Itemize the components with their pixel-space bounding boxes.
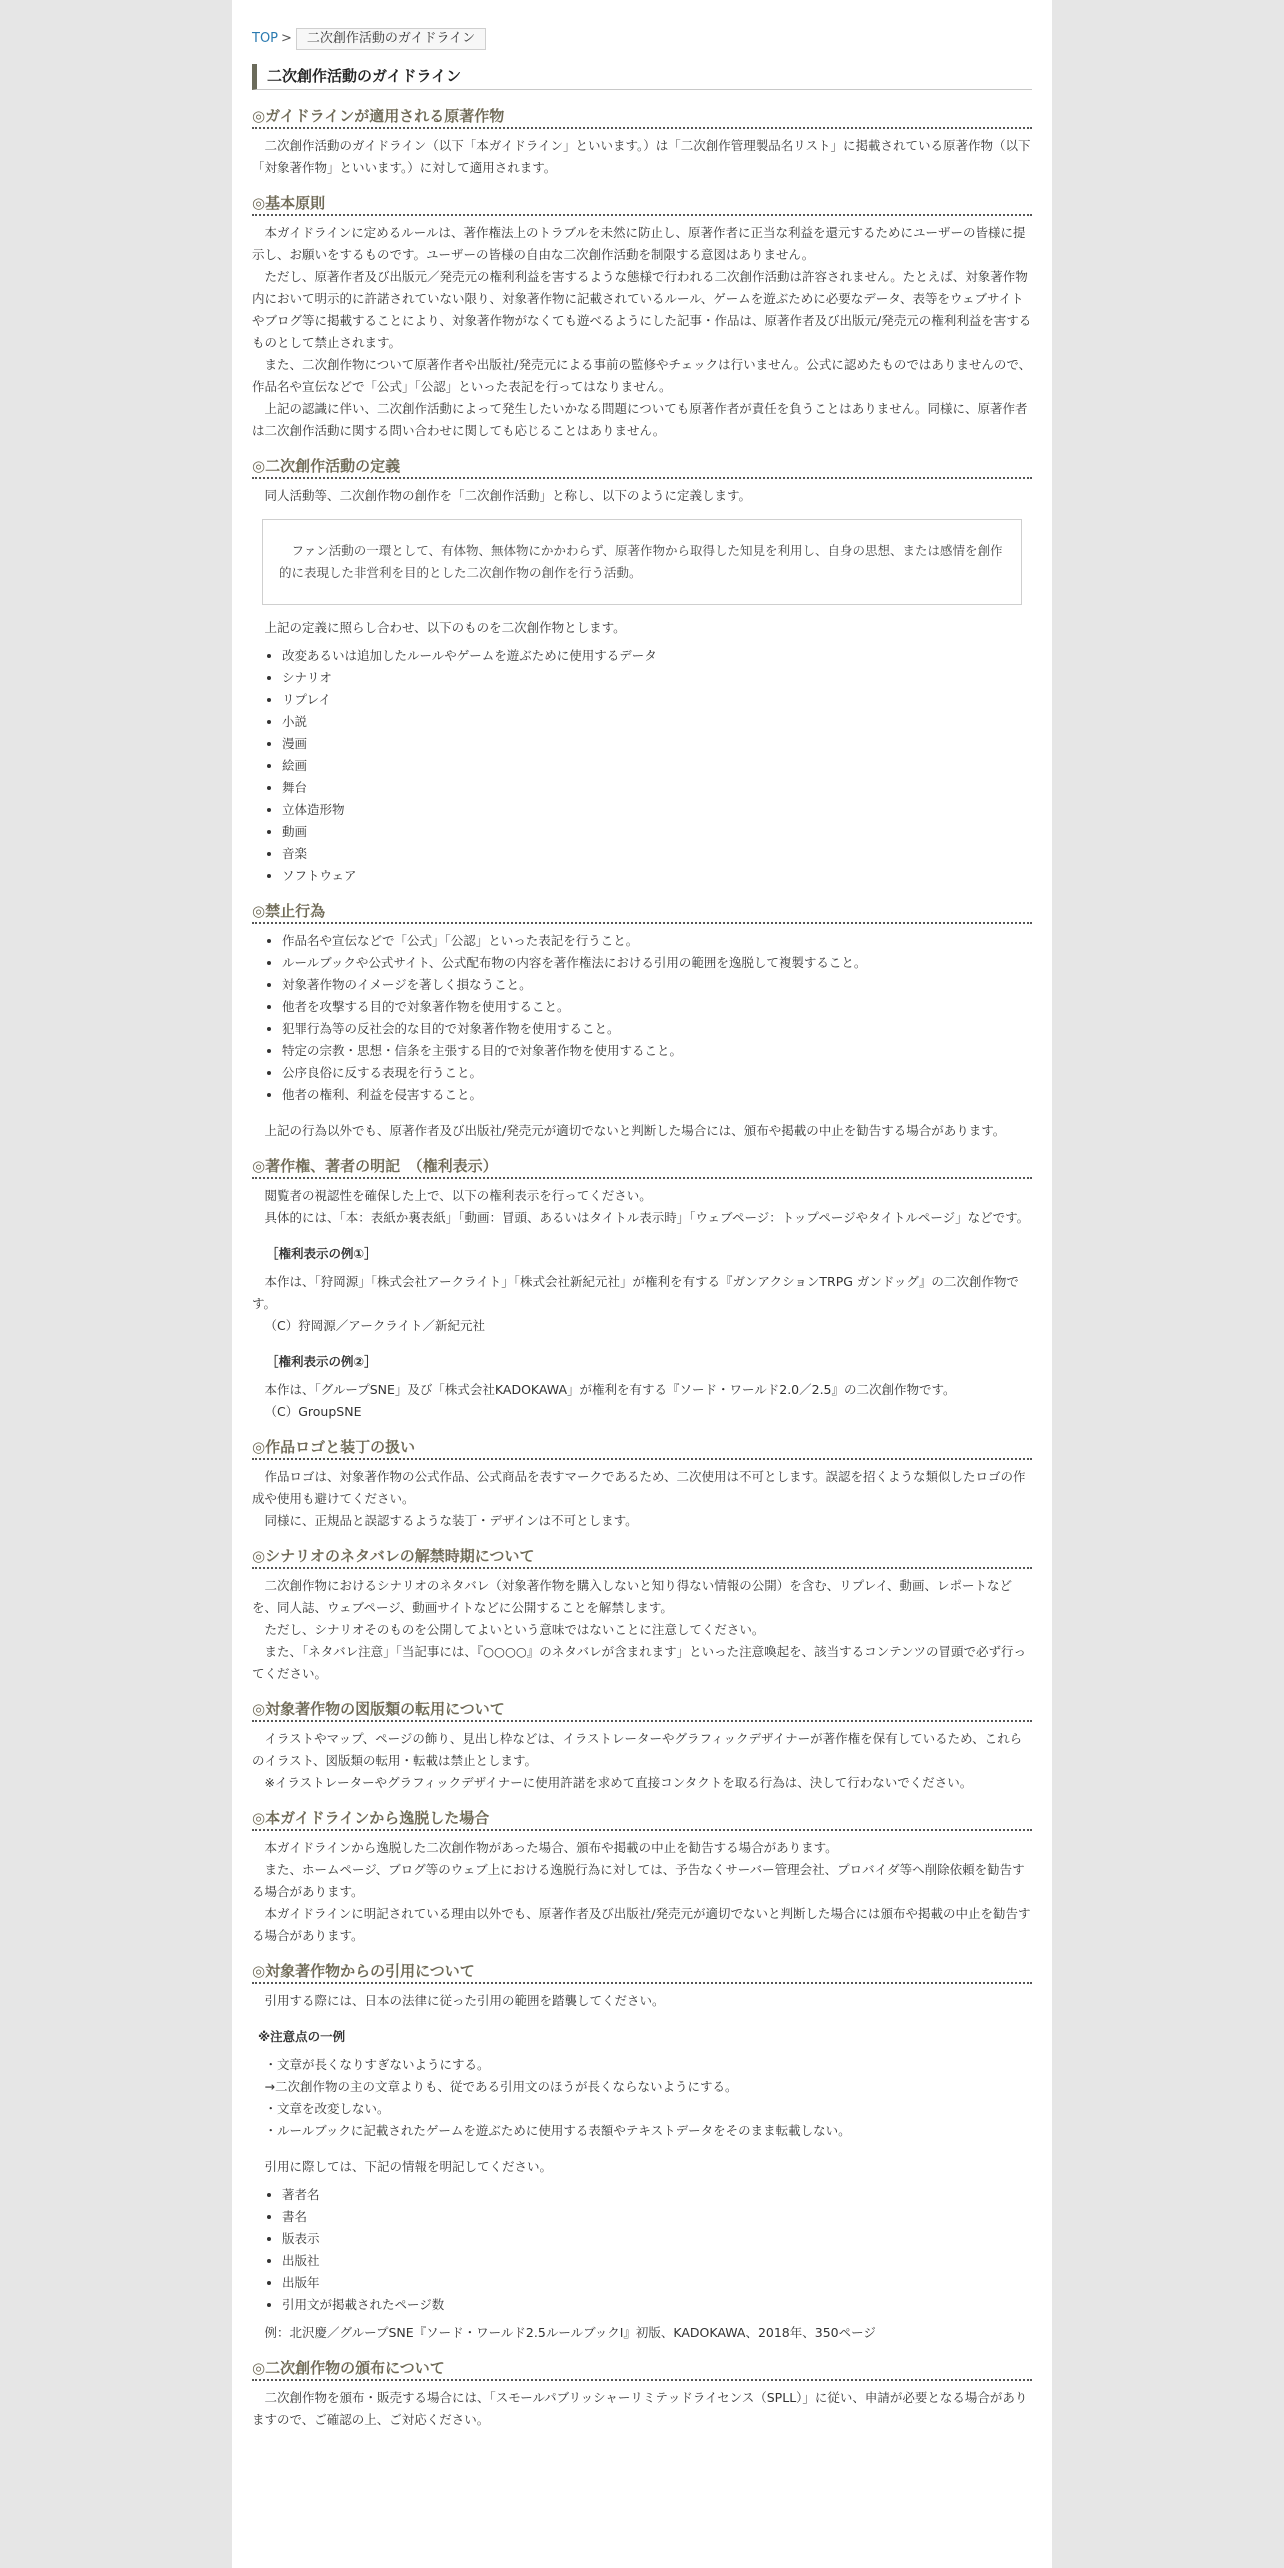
- list-item: • 動画: [282, 821, 1032, 843]
- breadcrumb-top-link[interactable]: TOP: [252, 31, 279, 46]
- section-title-logo-binding: ◎作品ロゴと装丁の扱い: [252, 1437, 1032, 1460]
- spacer: [252, 2142, 1032, 2156]
- paragraph: （C）GroupSNE: [264, 1404, 362, 1419]
- paragraph: 二次創作物におけるシナリオのネタバレ（対象著作物を購入しないと知り得ない情報の公開）を含む、リプレイ、動画、レポートなどを、同人誌、ウェブページ、動画サイトなどに公開することを解禁します。: [252, 1578, 1013, 1615]
- section-title-illustrations: ◎対象著作物の図版類の転用について: [252, 1699, 1032, 1722]
- list-item: • リプレイ: [282, 689, 1032, 711]
- paragraph: 本作は、「狩岡源」「株式会社アークライト」「株式会社新紀元社」が権利を有する『ガンアクションTRPG ガンドッグ』の二次創作物です。: [252, 1274, 1019, 1311]
- breadcrumb-separator: >: [281, 31, 292, 46]
- list-item: • 著者名: [282, 2184, 1032, 2206]
- paragraph: （C）狩岡源／アークライト／新紀元社: [264, 1318, 485, 1333]
- paragraph: 上記の定義に照らし合わせ、以下のものを二次創作物とします。: [264, 620, 626, 635]
- section-title-distribution: ◎二次創作物の頒布について: [252, 2358, 1032, 2381]
- content-page: [232, 0, 1052, 2568]
- paragraph: 上記の行為以外でも、原著作者及び出版社/発売元が適切でないと判断した場合には、頒布や掲載の中止を勧告する場合があります。: [264, 1123, 1006, 1138]
- breadcrumb-current: 二次創作活動のガイドライン: [296, 28, 486, 50]
- paragraph: 作品ロゴは、対象著作物の公式作品、公式商品を表すマークであるため、二次使用は不可とします。誤認を招くような類似したロゴの作成や使用も避けてください。: [252, 1469, 1026, 1506]
- list-item: • 他者を攻撃する目的で対象著作物を使用すること。: [282, 996, 1032, 1018]
- paragraph: 閲覧者の視認性を確保した上で、以下の権利表示を行ってください。: [264, 1188, 652, 1203]
- prohibited-acts-list: [252, 930, 1032, 1106]
- section-title-definition: ◎二次創作活動の定義: [252, 456, 1032, 479]
- paragraph: ただし、シナリオそのものを公開してよいという意味ではないことに注意してください。: [264, 1622, 765, 1637]
- citation-info-list: [252, 2184, 1032, 2316]
- derivative-works-list: [252, 645, 1032, 887]
- content-inner: [232, 0, 1052, 2431]
- note-line: →二次創作物の主の文章よりも、従である引用文のほうが長くならないようにする。: [264, 2079, 738, 2094]
- list-item: • 立体造形物: [282, 799, 1032, 821]
- paragraph: 具体的には、「本：表紙か裏表紙」「動画：冒頭、あるいはタイトル表示時」「ウェブページ：トップページやタイトルページ」などです。: [264, 1210, 1030, 1225]
- section-title-deviation: ◎本ガイドラインから逸脱した場合: [252, 1808, 1032, 1831]
- list-item: • 小説: [282, 711, 1032, 733]
- spacer: [252, 1112, 1032, 1120]
- list-item: • 絵画: [282, 755, 1032, 777]
- paragraph: 引用に際しては、下記の情報を明記してください。: [264, 2159, 553, 2174]
- list-item: • 他者の権利、利益を侵害すること。: [282, 1084, 1032, 1106]
- list-item: • 出版年: [282, 2272, 1032, 2294]
- section-title-spoilers: ◎シナリオのネタバレの解禁時期について: [252, 1546, 1032, 1569]
- list-item: • 書名: [282, 2206, 1032, 2228]
- list-item: • 改変あるいは追加したルールやゲームを遊ぶために使用するデータ: [282, 645, 1032, 667]
- breadcrumb: [252, 28, 1032, 52]
- page-title: 二次創作活動のガイドライン: [252, 64, 1032, 90]
- list-item: • 出版社: [282, 2250, 1032, 2272]
- list-item: • シナリオ: [282, 667, 1032, 689]
- citation-example: 例：北沢慶／グループSNE『ソード・ワールド2.5ルールブックI』初版、KADOKAWA、2018年、350ページ: [264, 2325, 876, 2340]
- list-item: • 版表示: [282, 2228, 1032, 2250]
- paragraph: また、ホームページ、ブログ等のウェブ上における逸脱行為に対しては、予告なくサーバー管理会社、プロバイダ等へ削除依頼を勧告する場合があります。: [252, 1862, 1025, 1899]
- paragraph: 本ガイドラインから逸脱した二次創作物があった場合、頒布や掲載の中止を勧告する場合があります。: [264, 1840, 838, 1855]
- section-title-quotation: ◎対象著作物からの引用について: [252, 1961, 1032, 1984]
- list-item: • 音楽: [282, 843, 1032, 865]
- paragraph: また、「ネタバレ注意」「当記事には、『○○○○』のネタバレが含まれます」といった注意喚起を、該当するコンテンツの冒頭で必ず行ってください。: [252, 1644, 1027, 1681]
- paragraph: 本ガイドラインに定めるルールは、著作権法上のトラブルを未然に防止し、原著作者に正当な利益を還元するためにユーザーの皆様に提示し、お願いをするものです。ユーザーの皆様の自由な二次創作活動を制限する意図はありません。: [252, 225, 1026, 262]
- paragraph: 引用する際には、日本の法律に従った引用の範囲を踏襲してください。: [264, 1993, 665, 2008]
- paragraph: また、二次創作物について原著作者や出版社/発売元による事前の監修やチェックは行いません。公式に認めたものではありませんので、作品名や宣伝などで「公式」「公認」といった表記を行ってはなりません。: [252, 357, 1032, 394]
- list-item: • 作品名や宣伝などで「公式」「公認」といった表記を行うこと。: [282, 930, 1032, 952]
- note-line: ・ルールブックに記載されたゲームを遊ぶために使用する表額やテキストデータをそのまま転載しない。: [264, 2123, 851, 2138]
- note-heading: ※注意点の一例: [258, 2029, 346, 2044]
- section-title-applicable-works: ◎ガイドラインが適用される原著作物: [252, 106, 1032, 129]
- definition-box: ファン活動の一環として、有体物、無体物にかかわらず、原著作物から取得した知見を利用し、自身の思想、または感情を創作的に表現した非営利を目的とした二次創作物の創作を行う活動。: [262, 519, 1022, 605]
- paragraph: ※イラストレーターやグラフィックデザイナーに使用許諾を求めて直接コンタクトを取る行為は、決して行わないでください。: [264, 1775, 973, 1790]
- paragraph: ただし、原著作者及び出版元／発売元の権利利益を害するような態様で行われる二次創作活動は許容されません。たとえば、対象著作物内において明示的に許諾されていない限り、対象著作物に記載されているルール、ゲームを遊ぶために必要なデータ、表等をウェブサイトやブログ等に掲載することにより、対象著作物がなくても遊べるようにした記事・作品は、原著作者及び出版元/発売元の権利利益を害するものとして禁止されます。: [252, 269, 1032, 350]
- paragraph: イラストやマップ、ページの飾り、見出し枠などは、イラストレーターやグラフィックデザイナーが著作権を保有しているため、これらのイラスト、図版類の転用・転載は禁止とします。: [252, 1731, 1023, 1768]
- list-item: • 舞台: [282, 777, 1032, 799]
- note-line: ・文章が長くなりすぎないようにする。: [264, 2057, 490, 2072]
- example-heading: ［権利表示の例①］: [266, 1246, 377, 1261]
- section-title-prohibited-acts: ◎禁止行為: [252, 901, 1032, 924]
- list-item: • 犯罪行為等の反社会的な目的で対象著作物を使用すること。: [282, 1018, 1032, 1040]
- paragraph: 同人活動等、二次創作物の創作を「二次創作活動」と称し、以下のように定義します。: [264, 488, 752, 503]
- paragraph: 本作は、「グループSNE」及び「株式会社KADOKAWA」が権利を有する『ソード・ワールド2.0／2.5』の二次創作物です。: [264, 1382, 956, 1397]
- list-item: • 対象著作物のイメージを著しく損なうこと。: [282, 974, 1032, 996]
- note-line: ・文章を改変しない。: [264, 2101, 390, 2116]
- section-title-copyright-notice: ◎著作権、著者の明記 （権利表示）: [252, 1156, 1032, 1179]
- list-item: • 引用文が掲載されたページ数: [282, 2294, 1032, 2316]
- paragraph: 本ガイドラインに明記されている理由以外でも、原著作者及び出版社/発売元が適切でないと判断した場合には頒布や掲載の中止を勧告する場合があります。: [252, 1906, 1031, 1943]
- list-item: • 特定の宗教・思想・信条を主張する目的で対象著作物を使用すること。: [282, 1040, 1032, 1062]
- section-title-basic-principles: ◎基本原則: [252, 193, 1032, 216]
- paragraph: 同様に、正規品と誤認するような装丁・デザインは不可とします。: [264, 1513, 638, 1528]
- list-item: • 漫画: [282, 733, 1032, 755]
- list-item: • ルールブックや公式サイト、公式配布物の内容を著作権法における引用の範囲を逸脱して複製すること。: [282, 952, 1032, 974]
- list-item: • 公序良俗に反する表現を行うこと。: [282, 1062, 1032, 1084]
- example-heading: ［権利表示の例②］: [266, 1354, 377, 1369]
- paragraph: 上記の認識に伴い、二次創作活動によって発生したいかなる問題についても原著作者が責任を負うことはありません。同様に、原著作者は二次創作活動に関する問い合わせに関しても応じることはありません。: [252, 401, 1028, 438]
- paragraph: 二次創作活動のガイドライン（以下「本ガイドライン」といいます。）は「二次創作管理製品名リスト」に掲載されている原著作物（以下「対象著作物」といいます。）に対して適用されます。: [252, 138, 1031, 175]
- paragraph: 二次創作物を頒布・販売する場合には、「スモールパブリッシャーリミテッドライセンス（SPLL）」に従い、申請が必要となる場合がありますので、ご確認の上、ご対応ください。: [252, 2390, 1028, 2427]
- list-item: • ソフトウェア: [282, 865, 1032, 887]
